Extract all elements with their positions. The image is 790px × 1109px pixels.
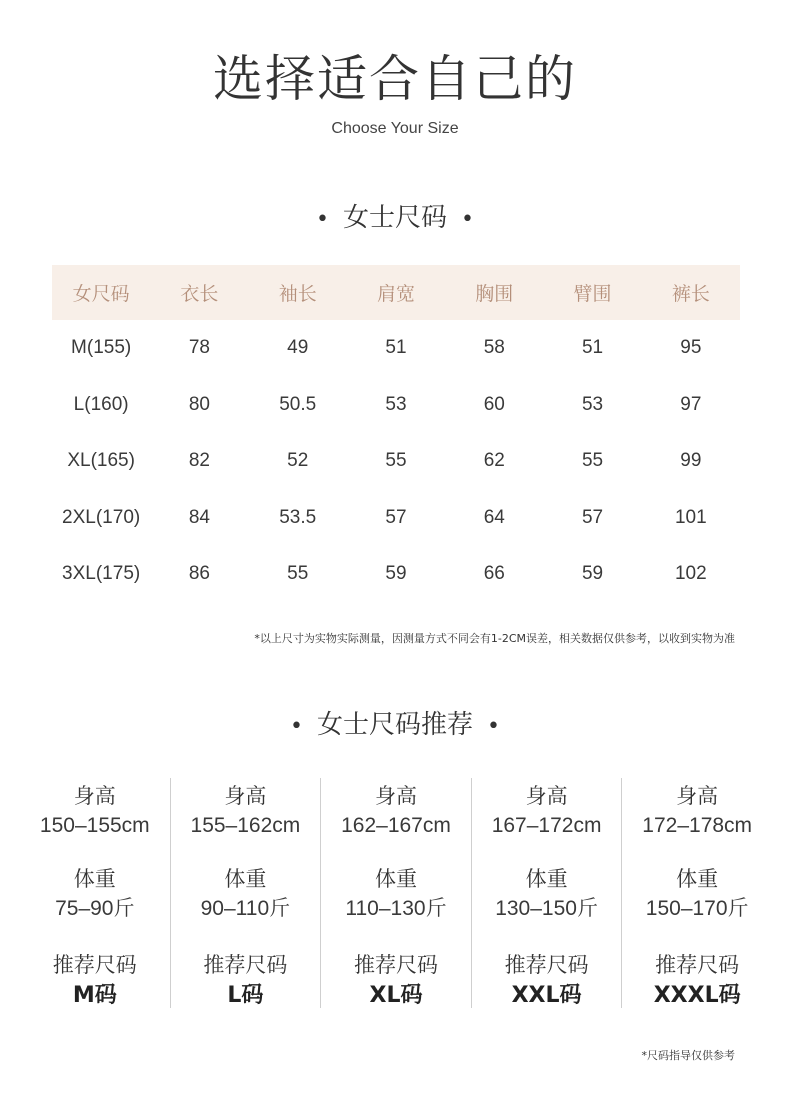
weight-value: 130–150斤 <box>495 897 598 920</box>
column-header: 臂围 <box>573 283 612 305</box>
table-cell: 55 <box>385 450 407 472</box>
table-cell: 59 <box>581 563 604 585</box>
measurement-note: *以上尺寸为实物实际测量，因测量方式不同会有1-2CM误差，相关数据仅供参考，以收到实物为准 <box>254 632 735 645</box>
table-row <box>52 490 740 547</box>
column-header: 肩宽 <box>376 283 415 305</box>
table-row <box>52 377 740 434</box>
table-cell: 49 <box>287 337 309 359</box>
height-label: 身高 <box>73 784 116 808</box>
table-cell: 53 <box>581 393 604 415</box>
column-header: 衣长 <box>180 283 219 305</box>
table-cell: 80 <box>188 393 210 415</box>
weight-value: 75–90斤 <box>55 897 135 920</box>
bullet-dot: • <box>316 207 329 232</box>
height-label: 身高 <box>374 784 417 808</box>
bullet-dot: • <box>487 714 500 739</box>
weight-value: 110–130斤 <box>345 897 447 920</box>
table-row <box>52 546 740 603</box>
table-cell: 62 <box>483 450 505 472</box>
recommendation-grid <box>20 778 772 1008</box>
height-value: 150–155cm <box>39 814 150 837</box>
recommendation-column <box>621 778 772 1008</box>
table-row <box>52 433 740 490</box>
table-cell: 53.5 <box>279 506 317 528</box>
column-header: 裤长 <box>671 283 710 305</box>
table-cell: 50.5 <box>279 393 317 415</box>
table-cell: 95 <box>680 337 702 359</box>
weight-label: 体重 <box>73 867 116 891</box>
page-subtitle: Choose Your Size <box>331 120 459 137</box>
weight-value: 90–110斤 <box>200 897 291 920</box>
size-value: XXXL码 <box>653 983 741 1008</box>
size-label: 推荐尺码 <box>504 953 589 977</box>
table-header-row <box>52 265 740 320</box>
recommendation-column <box>20 778 170 1008</box>
recommendation-column <box>471 778 622 1008</box>
table-cell: L(160) <box>73 393 129 415</box>
height-value: 155–162cm <box>190 814 301 837</box>
table-cell: XL(165) <box>67 450 135 472</box>
table-cell: 64 <box>483 506 505 528</box>
section-heading-text: 女士尺码 <box>342 203 447 233</box>
table-cell: 52 <box>287 450 309 472</box>
table-cell: 99 <box>680 450 702 472</box>
recommendation-column <box>170 778 321 1008</box>
table-cell: 101 <box>674 506 707 528</box>
table-cell: 55 <box>581 450 604 472</box>
column-header: 袖长 <box>278 283 317 305</box>
table-cell: 55 <box>287 563 309 585</box>
table-cell: 78 <box>188 337 210 359</box>
column-header: 胸围 <box>475 283 514 305</box>
table-cell: M(155) <box>71 337 132 359</box>
table-cell: 66 <box>483 563 505 585</box>
size-label: 推荐尺码 <box>52 953 137 977</box>
size-value: XXL码 <box>511 983 582 1008</box>
table-cell: 51 <box>581 337 604 359</box>
bullet-dot: • <box>461 207 474 232</box>
table-cell: 86 <box>188 563 210 585</box>
table-cell: 2XL(170) <box>62 506 141 528</box>
table-row <box>52 320 740 377</box>
weight-label: 体重 <box>224 867 267 891</box>
table-cell: 82 <box>188 450 210 472</box>
weight-value: 150–170斤 <box>645 897 749 920</box>
height-label: 身高 <box>525 784 568 808</box>
weight-label: 体重 <box>676 867 719 891</box>
table-cell: 60 <box>483 393 505 415</box>
table-cell: 97 <box>680 393 702 415</box>
height-value: 162–167cm <box>341 814 451 837</box>
section-heading-text: 女士尺码推荐 <box>316 710 473 740</box>
section-heading-recommendation <box>0 707 790 745</box>
table-cell: 57 <box>385 506 407 528</box>
height-label: 身高 <box>676 784 719 808</box>
table-cell: 58 <box>483 337 505 359</box>
table-cell: 3XL(175) <box>62 563 141 585</box>
table-cell: 53 <box>385 393 407 415</box>
table-cell: 51 <box>385 337 407 359</box>
section-heading-size-chart <box>0 200 790 238</box>
column-header: 女尺码 <box>72 283 130 305</box>
size-label: 推荐尺码 <box>655 953 740 977</box>
height-label: 身高 <box>224 784 267 808</box>
page-title: 选择适合自己的 <box>213 50 577 108</box>
table-cell: 59 <box>385 563 407 585</box>
recommendation-column <box>320 778 471 1008</box>
bullet-dot: • <box>290 714 303 739</box>
height-value: 172–178cm <box>642 814 753 837</box>
size-label: 推荐尺码 <box>353 953 438 977</box>
table-cell: 84 <box>188 506 210 528</box>
table-cell: 57 <box>581 506 604 528</box>
table-cell: 102 <box>674 563 707 585</box>
size-value: XL码 <box>369 983 423 1008</box>
weight-label: 体重 <box>374 867 417 891</box>
size-guide-note: *尺码指导仅供参考 <box>641 1049 735 1062</box>
height-value: 167–172cm <box>491 814 602 837</box>
size-value: L码 <box>227 983 264 1008</box>
weight-label: 体重 <box>525 867 568 891</box>
size-table <box>52 265 740 603</box>
size-value: M码 <box>72 983 117 1008</box>
size-label: 推荐尺码 <box>203 953 288 977</box>
